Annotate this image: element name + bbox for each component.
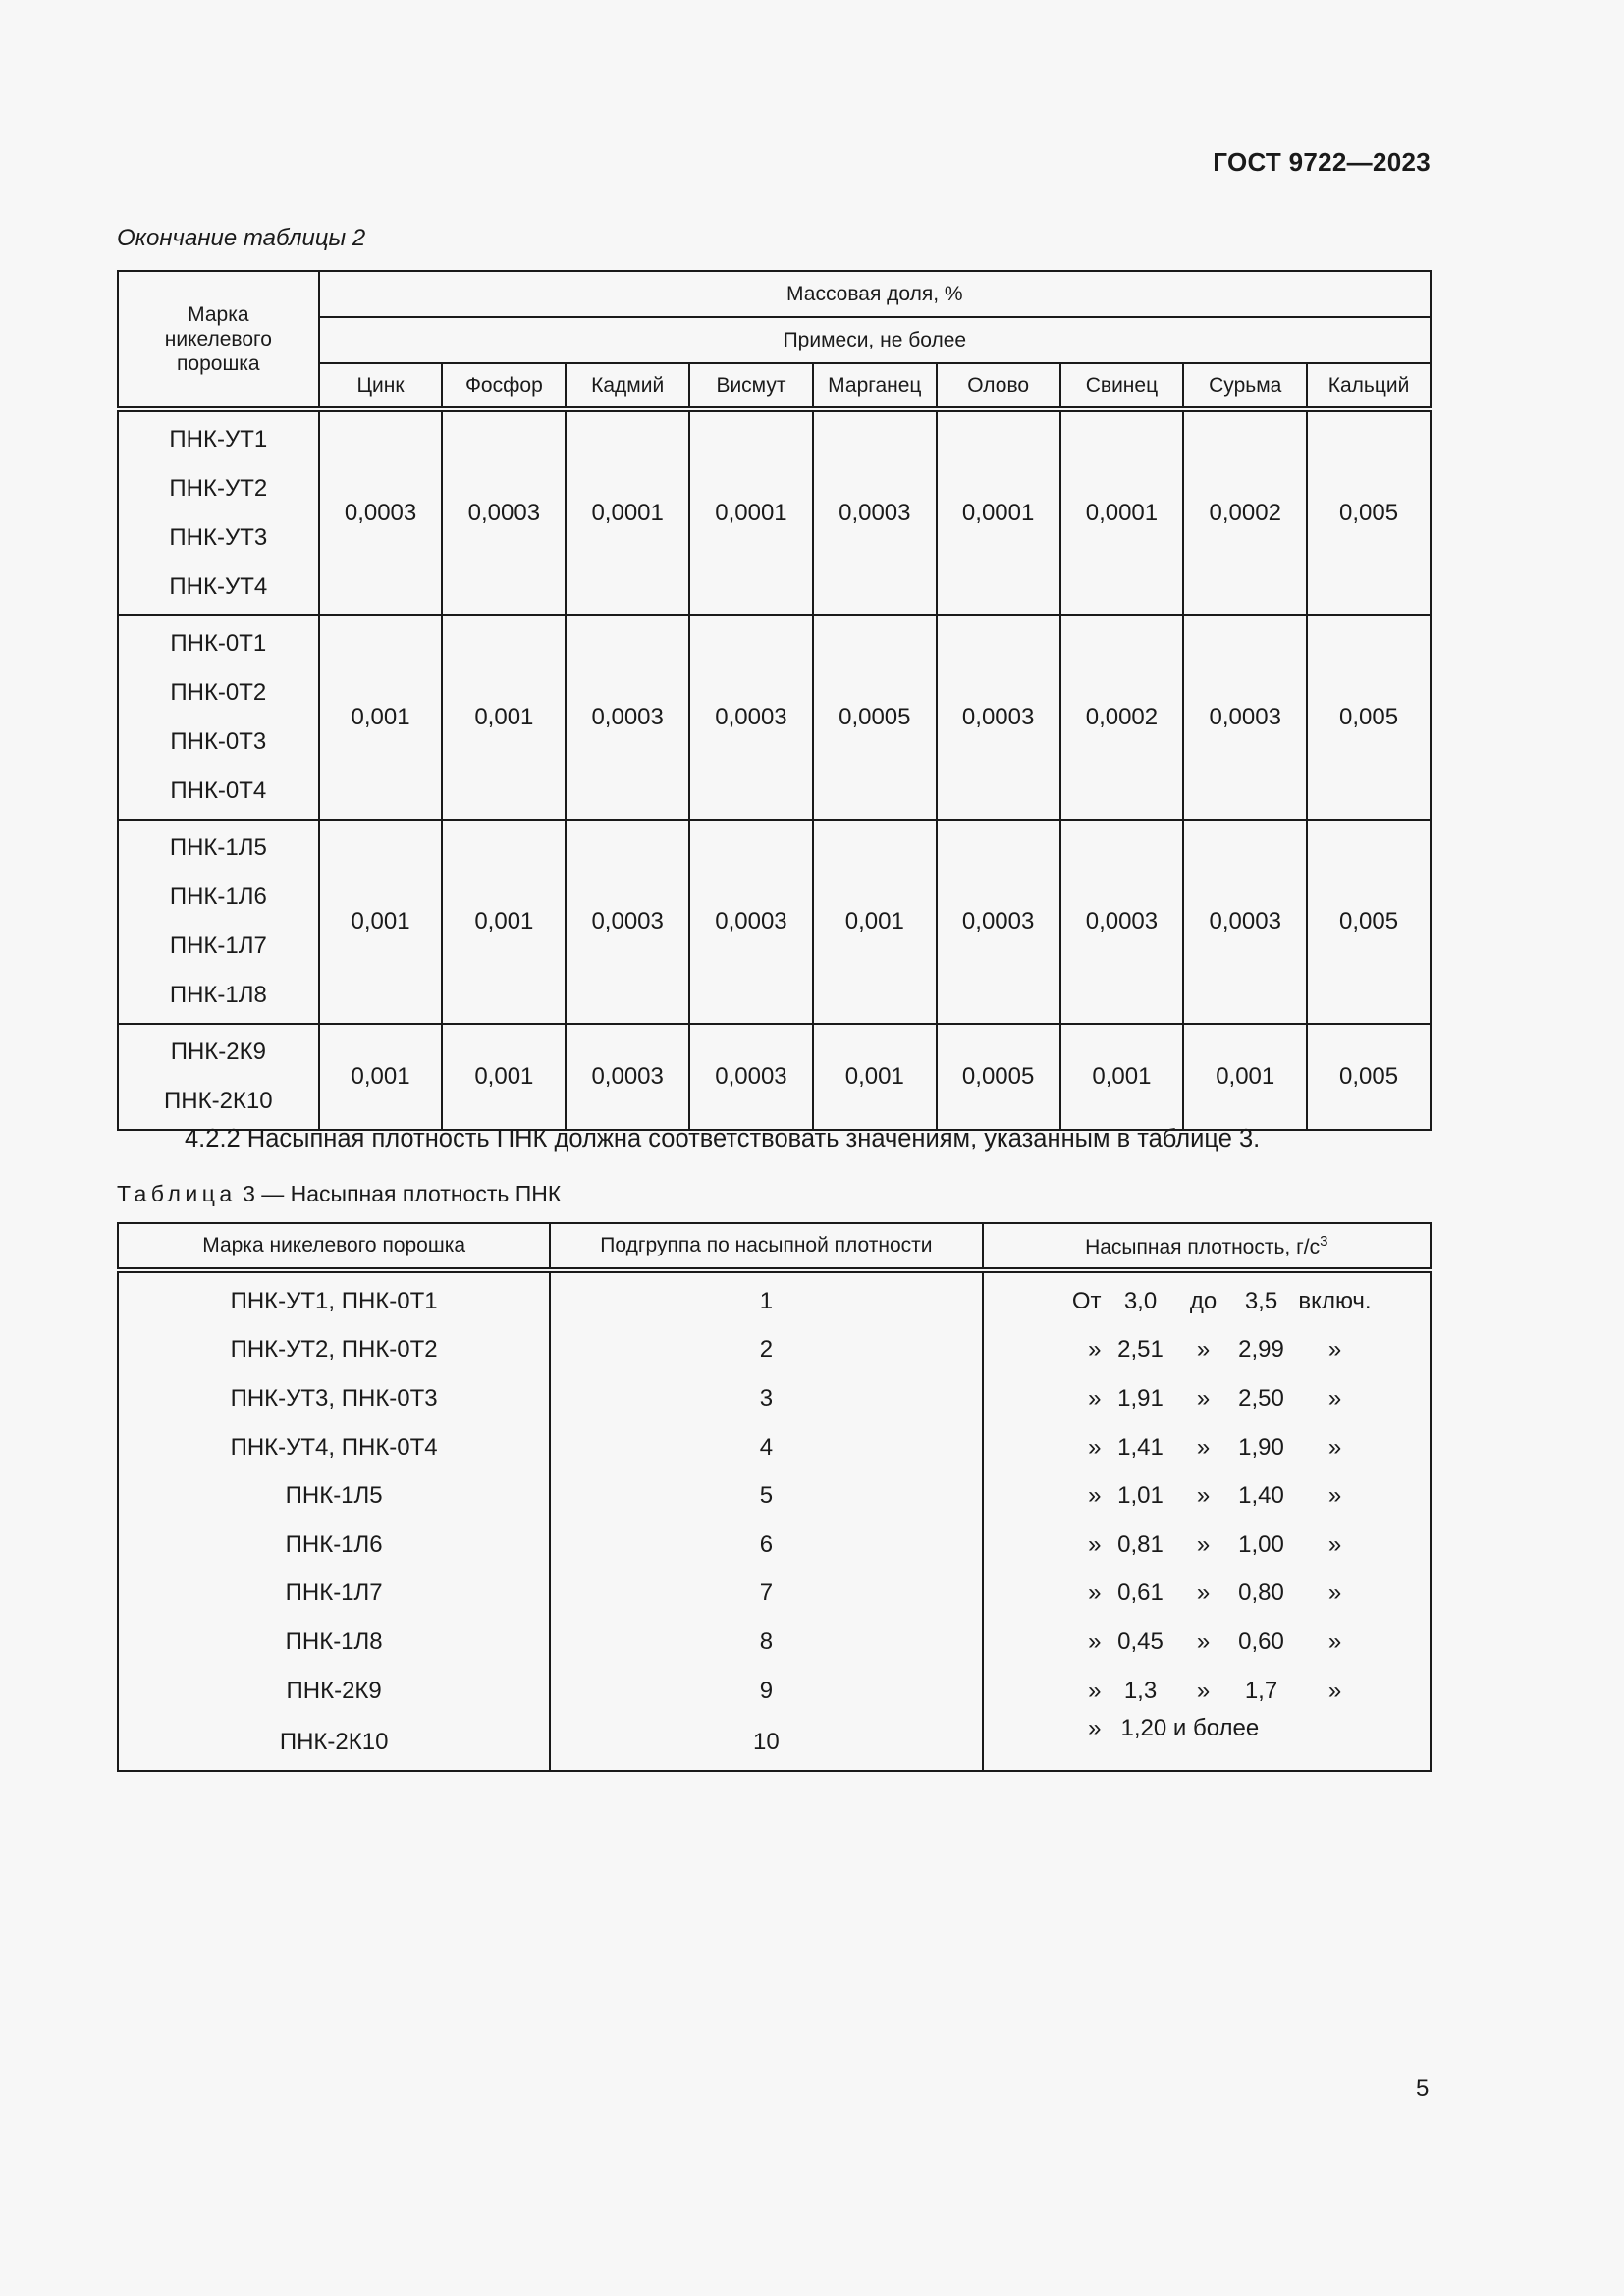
grade-cell: ПНК-1Л7 bbox=[118, 1570, 550, 1619]
density-part: » bbox=[1327, 1579, 1342, 1607]
density-part: 3,5 bbox=[1244, 1287, 1278, 1314]
value-cell: 0,001 bbox=[319, 615, 443, 820]
t3-header-grade: Марка никелевого порошка bbox=[118, 1223, 550, 1270]
table2-caption: Окончание таблицы 2 bbox=[117, 225, 366, 251]
value-cell: 0,001 bbox=[813, 820, 937, 1024]
value-cell: 0,001 bbox=[319, 1024, 443, 1130]
density-part: 1,20 и более bbox=[1120, 1715, 1260, 1742]
value-cell: 0,0003 bbox=[937, 615, 1060, 820]
density-part: 1,90 bbox=[1238, 1433, 1284, 1461]
grade-name: ПНК-2К10 bbox=[164, 1088, 273, 1114]
impurity-column-header: Висмут bbox=[689, 363, 813, 409]
density-part: 2,99 bbox=[1238, 1336, 1284, 1363]
grade-cell bbox=[118, 615, 319, 820]
value-cell: 0,001 bbox=[442, 1024, 566, 1130]
impurity-column-header: Кадмий bbox=[566, 363, 689, 409]
grade-cell bbox=[118, 409, 319, 615]
density-part: » bbox=[1088, 1384, 1102, 1412]
table-row bbox=[118, 615, 1431, 820]
value-cell: 0,0003 bbox=[689, 615, 813, 820]
impurity-column-header: Свинец bbox=[1060, 363, 1184, 409]
table-row bbox=[118, 1618, 1431, 1667]
density-cell bbox=[983, 1667, 1431, 1716]
value-cell: 0,0003 bbox=[566, 615, 689, 820]
impurity-column-header: Сурьма bbox=[1183, 363, 1307, 409]
value-cell: 0,0003 bbox=[1183, 820, 1307, 1024]
subgroup-cell: 4 bbox=[550, 1423, 982, 1472]
table-row bbox=[118, 1715, 1431, 1771]
density-part: 0,61 bbox=[1117, 1579, 1164, 1607]
value-cell: 0,0003 bbox=[566, 1024, 689, 1130]
impurity-column-header: Цинк bbox=[319, 363, 443, 409]
value-cell: 0,0005 bbox=[813, 615, 937, 820]
page-number: 5 bbox=[1416, 2075, 1430, 2102]
density-part: » bbox=[1196, 1482, 1211, 1510]
table-row bbox=[118, 1423, 1431, 1472]
density-part: включ. bbox=[1298, 1287, 1372, 1314]
density-cell bbox=[983, 1374, 1431, 1423]
grade-cell: ПНК-УТ3, ПНК-0Т3 bbox=[118, 1374, 550, 1423]
grade-cell: ПНК-1Л8 bbox=[118, 1618, 550, 1667]
value-cell: 0,0003 bbox=[1060, 820, 1184, 1024]
density-part: » bbox=[1088, 1677, 1102, 1704]
table-row bbox=[118, 409, 1431, 615]
density-part: 1,40 bbox=[1238, 1482, 1284, 1510]
value-cell: 0,0003 bbox=[813, 409, 937, 615]
grade-name: ПНК-1Л6 bbox=[169, 883, 267, 910]
grade-cell: ПНК-УТ1, ПНК-0Т1 bbox=[118, 1270, 550, 1326]
density-part: » bbox=[1327, 1433, 1342, 1461]
density-part: » bbox=[1196, 1628, 1211, 1655]
density-part: до bbox=[1189, 1287, 1218, 1314]
grade-cell: ПНК-УТ2, ПНК-0Т2 bbox=[118, 1326, 550, 1375]
table-row bbox=[118, 820, 1431, 1024]
impurity-column-header: Марганец bbox=[813, 363, 937, 409]
density-part: » bbox=[1327, 1628, 1342, 1655]
value-cell: 0,0001 bbox=[689, 409, 813, 615]
value-cell: 0,001 bbox=[442, 615, 566, 820]
grade-cell: ПНК-2К10 bbox=[118, 1715, 550, 1771]
density-cell bbox=[983, 1326, 1431, 1375]
density-cell bbox=[983, 1618, 1431, 1667]
grade-cell bbox=[118, 1024, 319, 1130]
table-row bbox=[118, 1667, 1431, 1716]
value-cell: 0,0002 bbox=[1183, 409, 1307, 615]
value-cell: 0,0005 bbox=[937, 1024, 1060, 1130]
density-part: » bbox=[1196, 1677, 1211, 1704]
subgroup-cell: 2 bbox=[550, 1326, 982, 1375]
grade-name: ПНК-УТ1 bbox=[169, 426, 268, 453]
table-row bbox=[118, 1024, 1431, 1130]
value-cell: 0,0003 bbox=[937, 820, 1060, 1024]
grade-name: ПНК-0Т4 bbox=[170, 777, 267, 804]
t3-header-density-sup: 3 bbox=[1320, 1232, 1328, 1250]
density-part: » bbox=[1196, 1579, 1211, 1607]
impurities-subheader: Примеси, не более bbox=[319, 317, 1431, 363]
grade-cell: ПНК-1Л6 bbox=[118, 1521, 550, 1570]
value-cell: 0,005 bbox=[1307, 615, 1431, 820]
table3-caption-word: Таблица bbox=[117, 1181, 237, 1206]
t3-header-density bbox=[983, 1223, 1431, 1270]
subgroup-cell: 9 bbox=[550, 1667, 982, 1716]
value-cell: 0,001 bbox=[1183, 1024, 1307, 1130]
table-row bbox=[118, 1374, 1431, 1423]
density-cell bbox=[983, 1521, 1431, 1570]
density-part: » bbox=[1327, 1482, 1342, 1510]
density-part: 2,51 bbox=[1117, 1336, 1164, 1363]
grade-name: ПНК-0Т2 bbox=[170, 679, 267, 706]
density-part: 3,0 bbox=[1123, 1287, 1158, 1314]
density-part: 1,00 bbox=[1238, 1530, 1284, 1558]
density-part: » bbox=[1088, 1336, 1102, 1363]
grade-cell: ПНК-2К9 bbox=[118, 1667, 550, 1716]
grade-name: ПНК-1Л5 bbox=[169, 834, 267, 861]
table-row bbox=[118, 1521, 1431, 1570]
value-cell: 0,0001 bbox=[937, 409, 1060, 615]
table3-caption-title: 3 — Насыпная плотность ПНК bbox=[243, 1181, 562, 1206]
value-cell: 0,001 bbox=[442, 820, 566, 1024]
density-part: » bbox=[1088, 1482, 1102, 1510]
value-cell: 0,001 bbox=[1060, 1024, 1184, 1130]
density-part: От bbox=[1071, 1287, 1102, 1314]
density-part: » bbox=[1196, 1530, 1211, 1558]
density-part: 1,01 bbox=[1117, 1482, 1164, 1510]
density-part: 0,80 bbox=[1238, 1579, 1284, 1607]
density-part: 0,60 bbox=[1238, 1628, 1284, 1655]
grade-name: ПНК-УТ3 bbox=[169, 524, 268, 551]
impurities-table bbox=[117, 270, 1432, 1131]
grade-column-header-text: Марка никелевого порошка bbox=[164, 303, 272, 375]
grade-cell: ПНК-УТ4, ПНК-0Т4 bbox=[118, 1423, 550, 1472]
paragraph-4-2-2: 4.2.2 Насыпная плотность ПНК должна соответствовать значениям, указанным в таблице 3. bbox=[185, 1125, 1261, 1152]
value-cell: 0,0003 bbox=[1183, 615, 1307, 820]
grade-name: ПНК-УТ2 bbox=[169, 475, 268, 502]
density-cell bbox=[983, 1423, 1431, 1472]
impurity-column-header: Фосфор bbox=[442, 363, 566, 409]
density-part: » bbox=[1196, 1433, 1211, 1461]
grade-name: ПНК-1Л8 bbox=[169, 982, 267, 1008]
density-part: » bbox=[1088, 1579, 1102, 1607]
density-part: » bbox=[1088, 1433, 1102, 1461]
document-code: ГОСТ 9722—2023 bbox=[1213, 147, 1431, 177]
value-cell: 0,001 bbox=[813, 1024, 937, 1130]
subgroup-cell: 1 bbox=[550, 1270, 982, 1326]
density-part: 1,91 bbox=[1117, 1384, 1164, 1412]
value-cell: 0,0002 bbox=[1060, 615, 1184, 820]
value-cell: 0,0003 bbox=[689, 1024, 813, 1130]
density-part: » bbox=[1088, 1530, 1102, 1558]
subgroup-cell: 5 bbox=[550, 1471, 982, 1521]
grade-name: ПНК-1Л7 bbox=[169, 933, 267, 959]
value-cell: 0,0003 bbox=[566, 820, 689, 1024]
grade-column-header bbox=[118, 271, 319, 409]
grade-cell: ПНК-1Л5 bbox=[118, 1471, 550, 1521]
density-part: 0,45 bbox=[1117, 1628, 1164, 1655]
density-cell bbox=[983, 1715, 1431, 1771]
table-row bbox=[118, 1326, 1431, 1375]
value-cell: 0,005 bbox=[1307, 1024, 1431, 1130]
value-cell: 0,005 bbox=[1307, 820, 1431, 1024]
table-row bbox=[118, 1570, 1431, 1619]
density-part: 1,3 bbox=[1123, 1677, 1158, 1704]
value-cell: 0,0003 bbox=[689, 820, 813, 1024]
value-cell: 0,0001 bbox=[1060, 409, 1184, 615]
t3-header-subgroup: Подгруппа по насыпной плотности bbox=[550, 1223, 982, 1270]
bulk-density-table bbox=[117, 1222, 1432, 1772]
density-part: » bbox=[1196, 1384, 1211, 1412]
subgroup-cell: 6 bbox=[550, 1521, 982, 1570]
table3-caption bbox=[117, 1181, 561, 1207]
grade-name: ПНК-2К9 bbox=[170, 1039, 266, 1065]
value-cell: 0,0003 bbox=[319, 409, 443, 615]
t3-header-density-text: Насыпная плотность, г/с bbox=[1085, 1235, 1321, 1258]
density-part: » bbox=[1088, 1628, 1102, 1655]
value-cell: 0,0001 bbox=[566, 409, 689, 615]
density-part: » bbox=[1327, 1384, 1342, 1412]
table-row bbox=[118, 1471, 1431, 1521]
density-cell bbox=[983, 1270, 1431, 1326]
density-cell bbox=[983, 1570, 1431, 1619]
density-cell bbox=[983, 1471, 1431, 1521]
grade-name: ПНК-0Т1 bbox=[170, 630, 267, 657]
table-row bbox=[118, 1270, 1431, 1326]
subgroup-cell: 10 bbox=[550, 1715, 982, 1771]
subgroup-cell: 3 bbox=[550, 1374, 982, 1423]
density-part: » bbox=[1327, 1677, 1342, 1704]
subgroup-cell: 8 bbox=[550, 1618, 982, 1667]
grade-name: ПНК-0Т3 bbox=[170, 728, 267, 755]
density-part: » bbox=[1196, 1336, 1211, 1363]
density-part: 1,7 bbox=[1244, 1677, 1278, 1704]
grade-name: ПНК-УТ4 bbox=[169, 573, 268, 600]
value-cell: 0,0003 bbox=[442, 409, 566, 615]
value-cell: 0,005 bbox=[1307, 409, 1431, 615]
value-cell: 0,001 bbox=[319, 820, 443, 1024]
density-part: 2,50 bbox=[1238, 1384, 1284, 1412]
mass-fraction-header: Массовая доля, % bbox=[319, 271, 1431, 317]
grade-cell bbox=[118, 820, 319, 1024]
impurity-column-header: Олово bbox=[937, 363, 1060, 409]
density-part: » bbox=[1088, 1715, 1102, 1742]
subgroup-cell: 7 bbox=[550, 1570, 982, 1619]
density-part: » bbox=[1327, 1336, 1342, 1363]
impurity-column-header: Кальций bbox=[1307, 363, 1431, 409]
density-part: 1,41 bbox=[1117, 1433, 1164, 1461]
density-part: » bbox=[1327, 1530, 1342, 1558]
density-part: 0,81 bbox=[1117, 1530, 1164, 1558]
